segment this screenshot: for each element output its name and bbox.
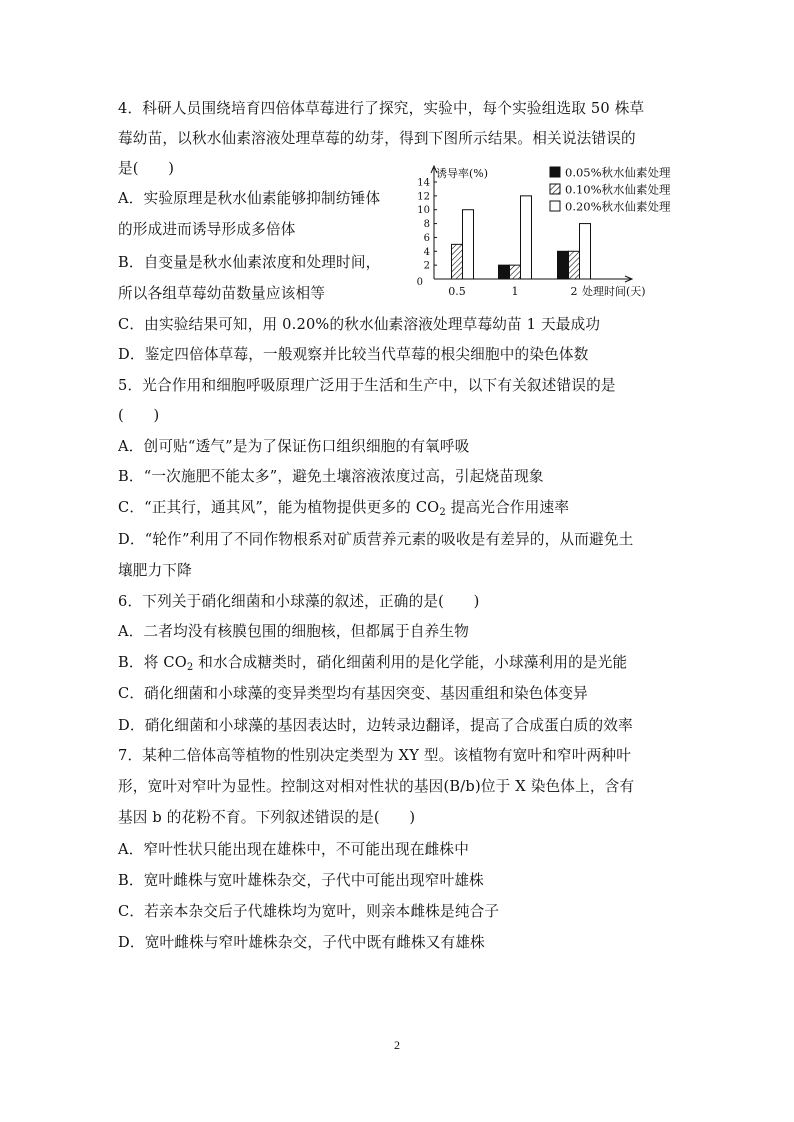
q7-option-c: C．若亲本杂交后子代雄株均为宽叶，则亲本雌株是纯合子 <box>118 903 500 920</box>
y-tick-label: 10 <box>417 205 430 217</box>
q5-option-c <box>118 498 569 518</box>
q4-option-c: C．由实验结果可知，用 0.20%的秋水仙素溶液处理草莓幼苗 1 天最成功 <box>118 316 601 333</box>
bar <box>452 244 463 279</box>
q4-option-b-line-1: B．自变量是秋水仙素浓度和处理时间， <box>118 254 381 271</box>
q4-option-a-line-1: A．实验原理是秋水仙素能够抑制纺锤体 <box>118 190 381 207</box>
y-tick-label: 14 <box>417 177 430 189</box>
bar <box>510 265 521 279</box>
legend-swatch <box>550 201 560 211</box>
y-tick-label: 4 <box>423 246 430 258</box>
legend-label: 0.10%秋水仙素处理 <box>565 182 671 197</box>
induction-rate-bar-chart <box>414 162 704 297</box>
legend-label: 0.05%秋水仙素处理 <box>565 165 671 180</box>
q6-stem: 6．下列关于硝化细菌和小球藻的叙述，正确的是( ) <box>118 593 480 610</box>
q7-stem-line-3: 基因 b 的花粉不育。下列叙述错误的是( ) <box>118 809 416 826</box>
bar <box>558 251 569 279</box>
chart-legend <box>550 166 671 214</box>
bar <box>521 196 532 279</box>
q5-option-a: A．创可贴“透气”是为了保证伤口组织细胞的有氧呼吸 <box>118 438 470 455</box>
q6-option-a: A．二者均没有核膜包围的细胞核，但都属于自养生物 <box>118 623 469 640</box>
q6-option-b-subscript: 2 <box>186 662 194 673</box>
y-axis-label: 诱导率(%) <box>436 167 489 180</box>
q5-option-c-subscript: 2 <box>439 507 446 518</box>
y-tick-label: 2 <box>423 260 430 272</box>
y-tick-label: 12 <box>417 191 430 203</box>
q4-stem-line-2: 莓幼苗，以秋水仙素溶液处理草莓的幼芽，得到下图所示结果。相关说法错误的 <box>118 130 636 147</box>
x-axis-label: 处理时间(天) <box>582 285 646 297</box>
q4-option-a-line-2: 的形成进而诱导形成多倍体 <box>118 221 296 238</box>
q5-option-b: B．“一次施肥不能太多”，避免土壤溶液浓度过高，引起烧苗现象 <box>118 468 544 485</box>
q4-stem-line-3: 是( ) <box>118 160 175 177</box>
q4-option-d: D．鉴定四倍体草莓，一般观察并比较当代草莓的根尖细胞中的染色体数 <box>118 346 589 363</box>
q5-stem-line-1: 5．光合作用和细胞呼吸原理广泛用于生活和生产中，以下有关叙述错误的是 <box>118 377 616 394</box>
q5-option-c-text: C．“正其行，通其风”，能为植物提供更多的 CO <box>118 499 440 516</box>
x-tick-label: 2 <box>570 285 578 297</box>
q5-option-c-text-end: 提高光合作用速率 <box>445 499 570 516</box>
bar <box>499 265 510 279</box>
q4-stem-line-1: 4．科研人员围绕培育四倍体草莓进行了探究，实验中，每个实验组选取 50 株草 <box>118 100 645 117</box>
x-tick-label: 1 <box>511 285 519 297</box>
legend-swatch <box>550 167 560 177</box>
q5-option-d-line-2: 壤肥力下降 <box>118 562 192 579</box>
q5-option-d-line-1: D．“轮作”利用了不同作物根系对矿质营养元素的吸收是有差异的，从而避免土 <box>118 531 634 548</box>
q7-stem-line-1: 7．某种二倍体高等植物的性别决定类型为 XY 型。该植物有宽叶和窄叶两种叶 <box>118 747 631 764</box>
q7-stem-line-2: 形，宽叶对窄叶为显性。控制这对相对性状的基因(B/b)位于 X 染色体上，含有 <box>118 778 635 795</box>
q6-option-b-text: B．将 CO <box>118 654 187 671</box>
page-number: 2 <box>394 1038 400 1052</box>
legend-label: 0.20%秋水仙素处理 <box>565 199 671 214</box>
x-tick-label: 0.5 <box>448 285 466 297</box>
q6-option-c: C．硝化细菌和小球藻的变异类型均有基因突变、基因重组和染色体变异 <box>118 685 588 702</box>
q6-option-b <box>118 653 627 673</box>
bar <box>569 251 580 279</box>
y-tick-label: 6 <box>423 232 430 244</box>
origin-label: 0 <box>416 277 423 288</box>
q4-option-b-line-2: 所以各组草莓幼苗数量应该相等 <box>118 285 326 302</box>
q6-option-b-text-end: 和水合成糖类时，硝化细菌利用的是化学能，小球藻利用的是光能 <box>193 654 628 671</box>
bar <box>463 210 474 279</box>
bar <box>580 224 591 279</box>
q7-option-b: B．宽叶雌株与宽叶雄株杂交，子代中可能出现窄叶雄株 <box>118 872 484 889</box>
legend-swatch <box>550 184 560 194</box>
q5-stem-line-2: ( ) <box>118 407 160 424</box>
q6-option-d: D．硝化细菌和小球藻的基因表达时，边转录边翻译，提高了合成蛋白质的效率 <box>118 717 633 734</box>
q7-option-d: D．宽叶雌株与窄叶雄株杂交，子代中既有雌株又有雄株 <box>118 934 485 951</box>
q7-option-a: A．窄叶性状只能出现在雄株中，不可能出现在雌株中 <box>118 841 469 858</box>
y-tick-label: 8 <box>423 219 430 231</box>
